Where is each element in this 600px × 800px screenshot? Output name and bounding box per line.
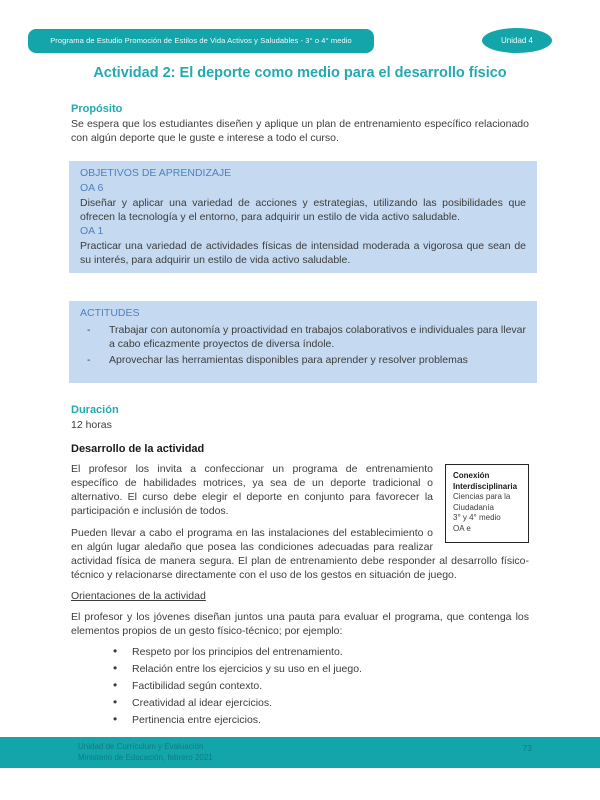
oa6-code: OA 6 [80, 182, 104, 194]
proposito-text: Se espera que los estudiantes diseñen y aplique un plan de entrenamiento específico relacionado con algún deporte que le guste e interese a todo el curso. [71, 118, 529, 144]
conexion-title: Conexión Interdisciplinaria [453, 471, 518, 491]
desarrollo-heading: Desarrollo de la actividad [71, 443, 205, 455]
unit-badge: Unidad 4 [482, 28, 552, 53]
dash-marker: - [87, 324, 91, 336]
list-item: • Respeto por los principios del entrenamiento. [113, 646, 529, 660]
actitudes-item [80, 353, 526, 367]
proposito-heading: Propósito [71, 103, 123, 115]
oa1-text: Practicar una variedad de actividades físicas de intensidad moderada a vigorosa que sean de su interés, para adquirir un estilo de vida activo saludable. [80, 240, 526, 266]
orientaciones-list [113, 646, 529, 728]
conexion-line: 3° y 4° medio [453, 513, 501, 522]
actitudes-item-text: Trabajar con autonomía y proactividad en trabajos colaborativos e individuales para llevar a cabo eficazmente proyectos de diversa índole. [109, 324, 526, 350]
duracion-section [71, 404, 529, 432]
objetivos-heading: OBJETIVOS DE APRENDIZAJE [80, 167, 232, 179]
objetivos-box [69, 161, 537, 273]
footer-credits [78, 742, 213, 763]
header-row [28, 29, 572, 53]
conexion-line: Ciencias para la Ciudadanía [453, 492, 511, 512]
page-title: Actividad 2: El deporte como medio para el desarrollo físico [93, 65, 507, 81]
proposito-section [71, 103, 529, 145]
desarrollo-paragraph: Pueden llevar a cabo el programa en las instalaciones del establecimiento o en algún lugar aledaño que posea las condiciones adecuadas para realizar actividad física de manera segura. El plan de entrenamiento debe responder al desarrollo físico-técnico y relacionarse directamente con el uso de los gestos en situación de juego. [71, 527, 529, 581]
conexion-box [445, 464, 529, 543]
duracion-heading: Duración [71, 404, 119, 416]
orientaciones-intro: El profesor y los jóvenes diseñan juntos una pauta para evaluar el programa, que contenga los elementos propios de un gesto físico-técnico; por ejemplo: [71, 611, 529, 637]
footer-line1: Unidad de Currículum y Evaluación [78, 742, 204, 751]
actitudes-item [80, 323, 526, 351]
conexion-line: OA e [453, 523, 471, 533]
actitudes-heading: ACTITUDES [80, 307, 140, 319]
orientaciones-heading: Orientaciones de la actividad [71, 590, 206, 602]
oa6-text: Diseñar y aplicar una variedad de acciones y estrategias, utilizando las posibilidades que ofrecen la tecnología y el entorno, para adquirir un estilo de vida activo saludable. [80, 197, 526, 223]
program-title-bar: Programa de Estudio Promoción de Estilos de Vida Activos y Saludables - 3° o 4° medio [28, 29, 374, 53]
oa1-code: OA 1 [80, 225, 104, 237]
duracion-value: 12 horas [71, 419, 112, 431]
page-number: 73 [522, 743, 532, 753]
list-item: • Relación entre los ejercicios y su uso en el juego. [113, 663, 529, 677]
actitudes-box [69, 301, 537, 383]
footer-bar [0, 737, 600, 768]
content-column [71, 103, 529, 731]
footer-line2: Ministerio de Educación, febrero 2021 [78, 752, 213, 762]
list-item: • Creatividad al idear ejercicios. [113, 697, 529, 711]
list-item: • Pertinencia entre ejercicios. [113, 714, 529, 728]
dash-marker: - [87, 354, 91, 366]
desarrollo-paragraph: El profesor los invita a confeccionar un programa de entrenamiento específico de habilidades motrices, ya sea de un deporte tradicional o alternativo. El curso debe elegir el deporte en conjunto para favorecer la participación e inclusión de todos. [71, 463, 433, 517]
list-item: • Factibilidad según contexto. [113, 680, 529, 694]
desarrollo-body [71, 462, 529, 582]
actitudes-item-text: Aprovechar las herramientas disponibles para aprender y resolver problemas [109, 354, 468, 366]
